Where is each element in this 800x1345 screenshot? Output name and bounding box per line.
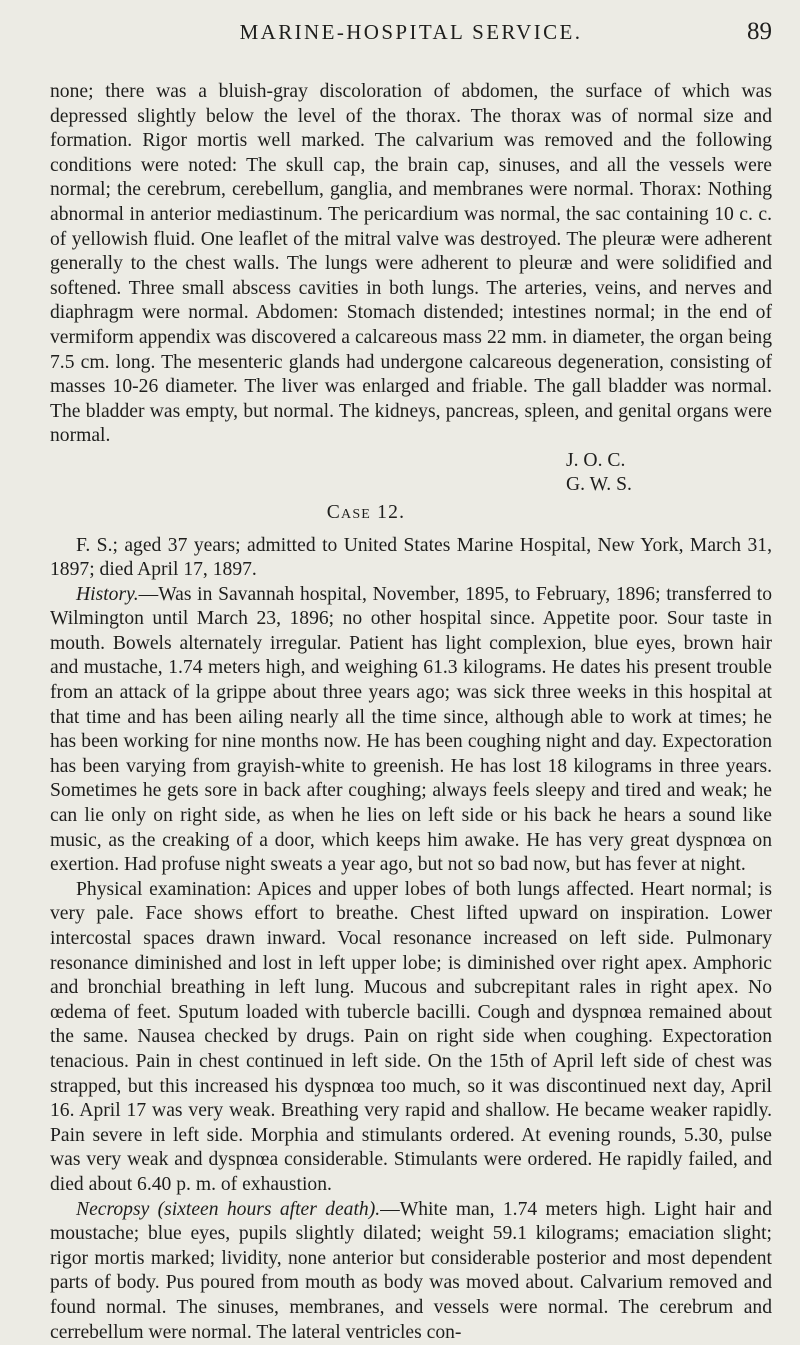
history-label: History. [76, 583, 139, 605]
paragraph-physical-examination: Physical examination: Apices and upper lobes of both lungs affected. Heart normal; is very pale. Face shows effort to breathe. Chest lifted upward on inspiration. Lower intercostal spaces drawn inward. Vocal resonance increased on left side. Pulmonary resonance diminished and lost in left upper lobe; is diminished over right apex. Amphoric and bronchial breathing in left lung. Mucous and subcrepitant rales in right apex. No œdema of feet. Sputum loaded with tubercle bacilli. Cough and dyspnœa remained about the same. Nausea checked by drugs. Pain on right side when coughing. Expectoration tenacious. Pain in chest continued in left side. On the 15th of April left side of chest was strapped, but this increased his dyspnœa too much, so it was discontinued next day, April 16. April 17 was very weak. Breathing very rapid and shallow. He became weaker rapidly. Pain severe in left side. Morphia and stimulants ordered. At evening rounds, 5.30, pulse was very weak and dyspnœa considerable. Stimulants were ordered. He rapidly failed, and died about 6.40 p. m. of exhaustion. [50, 878, 772, 1195]
paragraph-autopsy-continued: none; there was a bluish-gray discoloration of abdomen, the surface of which was depressed slightly below the level of the thorax. The thorax was of normal size and formation. Rigor mortis well marked. The calvarium was removed and the following conditions were noted: The skull cap, the brain cap, sinuses, and all the vessels were normal; the cerebrum, cerebellum, ganglia, and membranes were normal. Thorax: Nothing abnormal in anterior mediastinum. The pericardium was normal, the sac containing 10 c. c. of yellowish fluid. One leaflet of the mitral valve was destroyed. The pleuræ were adherent generally to the chest walls. The lungs were adherent to pleuræ and were solidified and softened. Three small abscess cavities in both lungs. The arteries, veins, and nerves and diaphragm were normal. Abdomen: Stomach distended; intestines normal; in the end of vermiform appendix was discovered a calcareous mass 22 mm. in diameter, the organ being 7.5 cm. long. The mesenteric glands had undergone calcareous degeneration, consisting of masses 10-26 diameter. The liver was enlarged and friable. The gall bladder was normal. The bladder was empty, but normal. The kidneys, pancreas, spleen, and genital organs were normal. [50, 81, 772, 447]
running-head: MARINE-HOSPITAL SERVICE. [239, 20, 583, 44]
paragraph-necropsy [50, 1198, 772, 1345]
page-number: 89 [747, 18, 772, 45]
signature-initials-1: J. O. C. [566, 449, 626, 471]
signature-initials-2: G. W. S. [566, 473, 632, 495]
paragraph-case-admission: F. S.; aged 37 years; admitted to United States Marine Hospital, New York, March 31, 1897; died April 17, 1897. [50, 534, 772, 581]
case-heading: Case 12. [326, 501, 406, 523]
paragraph-history [50, 583, 772, 878]
necropsy-label: Necropsy (sixteen hours after death). [76, 1198, 381, 1220]
necropsy-text: —White man, 1.74 meters high. Light hair and moustache; blue eyes, pupils slightly dilated; weight 59.1 kilograms; emaciation slight; rigor mortis marked; lividity, none anterior but considerable posterior and most dependent parts of body. Pus poured from mouth as body was moved about. Calvarium removed and found normal. The sinuses, membranes, and vessels were normal. The cerebrum and cerrebellum were normal. The lateral ventricles con- [50, 1198, 772, 1343]
page-header [50, 14, 772, 50]
history-text: —Was in Savannah hospital, November, 1895, to February, 1896; transferred to Wilmington until March 23, 1896; no other hospital since. Appetite poor. Sour taste in mouth. Bowels alternately irregular. Patient has light complexion, blue eyes, brown hair and mustache, 1.74 meters high, and weighing 61.3 kilograms. He dates his present trouble from an attack of la grippe about three years ago; was sick three weeks in this hospital at that time and has been ailing nearly all the time since, although able to work at times; he has been working for nine months now. He has been coughing night and day. Expectoration has been varying from grayish-white to greenish. He has lost 18 kilograms in three years. Sometimes he gets sore in back after coughing; always feels sleepy and tired and weak; he can lie only on right side, as when he lies on left side or his back he hears a sound like music, as the creaking of a door, which keeps him awake. He has very great dyspnœa on exertion. Had profuse night sweats a year ago, but not so bad now, but has fever at night. [50, 583, 772, 876]
